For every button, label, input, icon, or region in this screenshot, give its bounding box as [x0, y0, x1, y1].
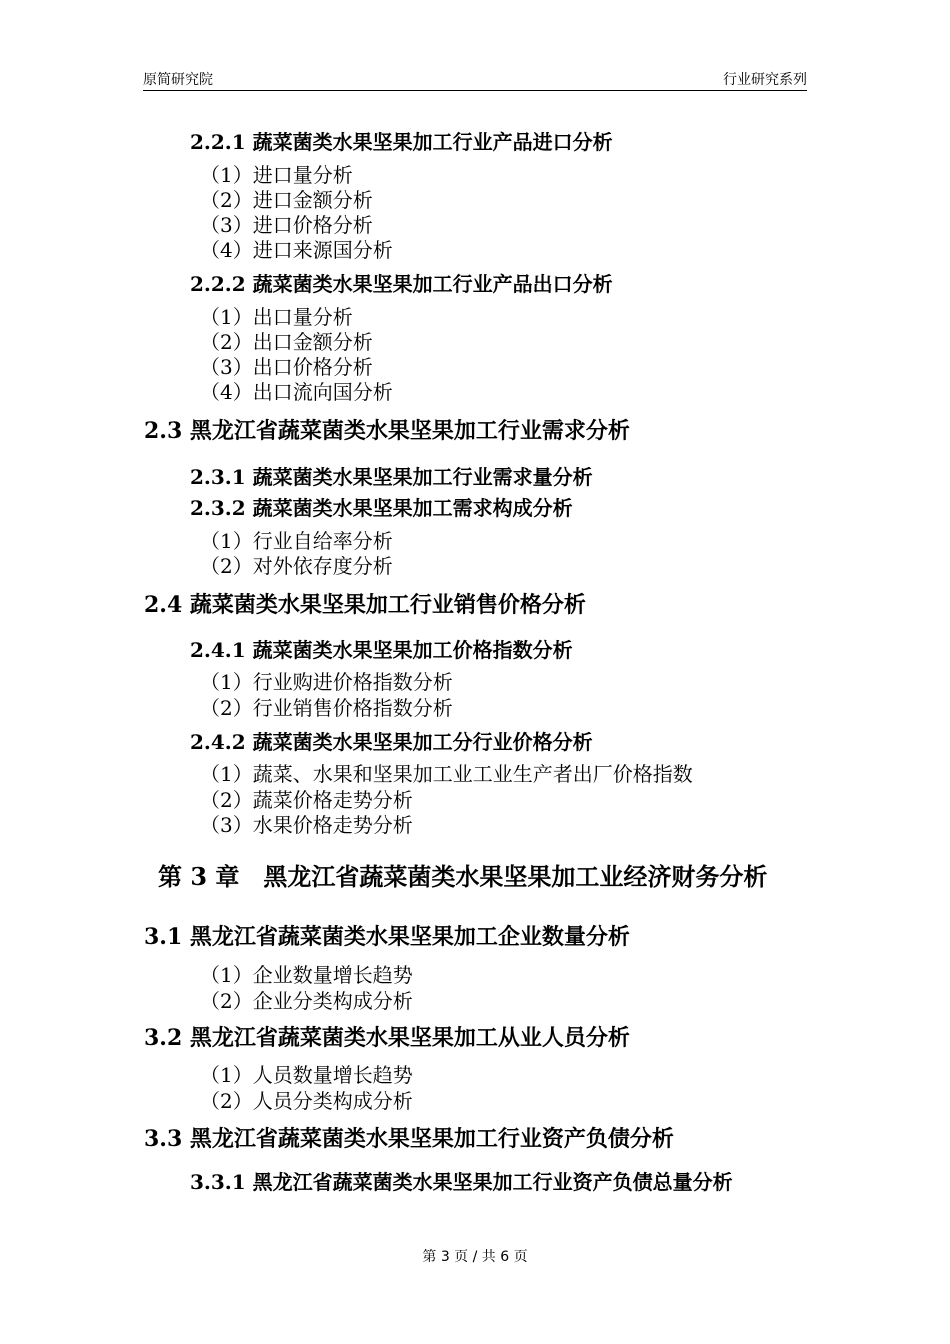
page-header	[143, 66, 807, 91]
toc-heading-3: 2.2.1 蔬菜菌类水果坚果加工行业产品进口分析	[190, 130, 613, 154]
toc-item: （2）对外依存度分析	[200, 554, 393, 578]
toc-heading-2: 3.3 黑龙江省蔬菜菌类水果坚果加工行业资产负债分析	[144, 1126, 674, 1152]
toc-heading-2: 2.4 蔬菜菌类水果坚果加工行业销售价格分析	[144, 592, 586, 618]
toc-item: （1）进口量分析	[200, 163, 353, 187]
toc-heading-2: 3.1 黑龙江省蔬菜菌类水果坚果加工企业数量分析	[144, 924, 630, 950]
toc-item: （1）行业购进价格指数分析	[200, 670, 453, 694]
header-org: 原简研究院	[143, 72, 213, 88]
toc-heading-3: 2.2.2 蔬菜菌类水果坚果加工行业产品出口分析	[190, 272, 613, 296]
toc-item: （2）行业销售价格指数分析	[200, 696, 453, 720]
toc-item: （4）进口来源国分析	[200, 238, 393, 262]
toc-chapter-heading: 第 3 章 黑龙江省蔬菜菌类水果坚果加工业经济财务分析	[158, 862, 768, 891]
toc-heading-3: 2.4.1 蔬菜菌类水果坚果加工价格指数分析	[190, 638, 573, 662]
toc-item: （3）进口价格分析	[200, 213, 373, 237]
toc-item: （2）出口金额分析	[200, 330, 373, 354]
toc-item: （3）水果价格走势分析	[200, 813, 413, 837]
toc-item: （1）行业自给率分析	[200, 529, 393, 553]
toc-item: （2）进口金额分析	[200, 188, 373, 212]
toc-item: （4）出口流向国分析	[200, 380, 393, 404]
toc-item: （2）人员分类构成分析	[200, 1089, 413, 1113]
toc-item: （2）企业分类构成分析	[200, 989, 413, 1013]
toc-item: （1）出口量分析	[200, 305, 353, 329]
toc-heading-3: 2.3.2 蔬菜菌类水果坚果加工需求构成分析	[190, 496, 573, 520]
toc-item: （2）蔬菜价格走势分析	[200, 788, 413, 812]
header-series: 行业研究系列	[723, 72, 807, 88]
toc-heading-2: 3.2 黑龙江省蔬菜菌类水果坚果加工从业人员分析	[144, 1025, 630, 1051]
toc-heading-3: 2.4.2 蔬菜菌类水果坚果加工分行业价格分析	[190, 730, 593, 754]
toc-item: （1）蔬菜、水果和坚果加工业工业生产者出厂价格指数	[200, 762, 693, 786]
toc-item: （1）人员数量增长趋势	[200, 1063, 413, 1087]
toc-item: （1）企业数量增长趋势	[200, 963, 413, 987]
toc-item: （3）出口价格分析	[200, 355, 373, 379]
toc-heading-2: 2.3 黑龙江省蔬菜菌类水果坚果加工行业需求分析	[144, 418, 630, 444]
page-footer: 第 3 页 / 共 6 页	[422, 1249, 528, 1265]
toc-heading-3: 2.3.1 蔬菜菌类水果坚果加工行业需求量分析	[190, 465, 593, 489]
toc-heading-3: 3.3.1 黑龙江省蔬菜菌类水果坚果加工行业资产负债总量分析	[190, 1170, 733, 1194]
